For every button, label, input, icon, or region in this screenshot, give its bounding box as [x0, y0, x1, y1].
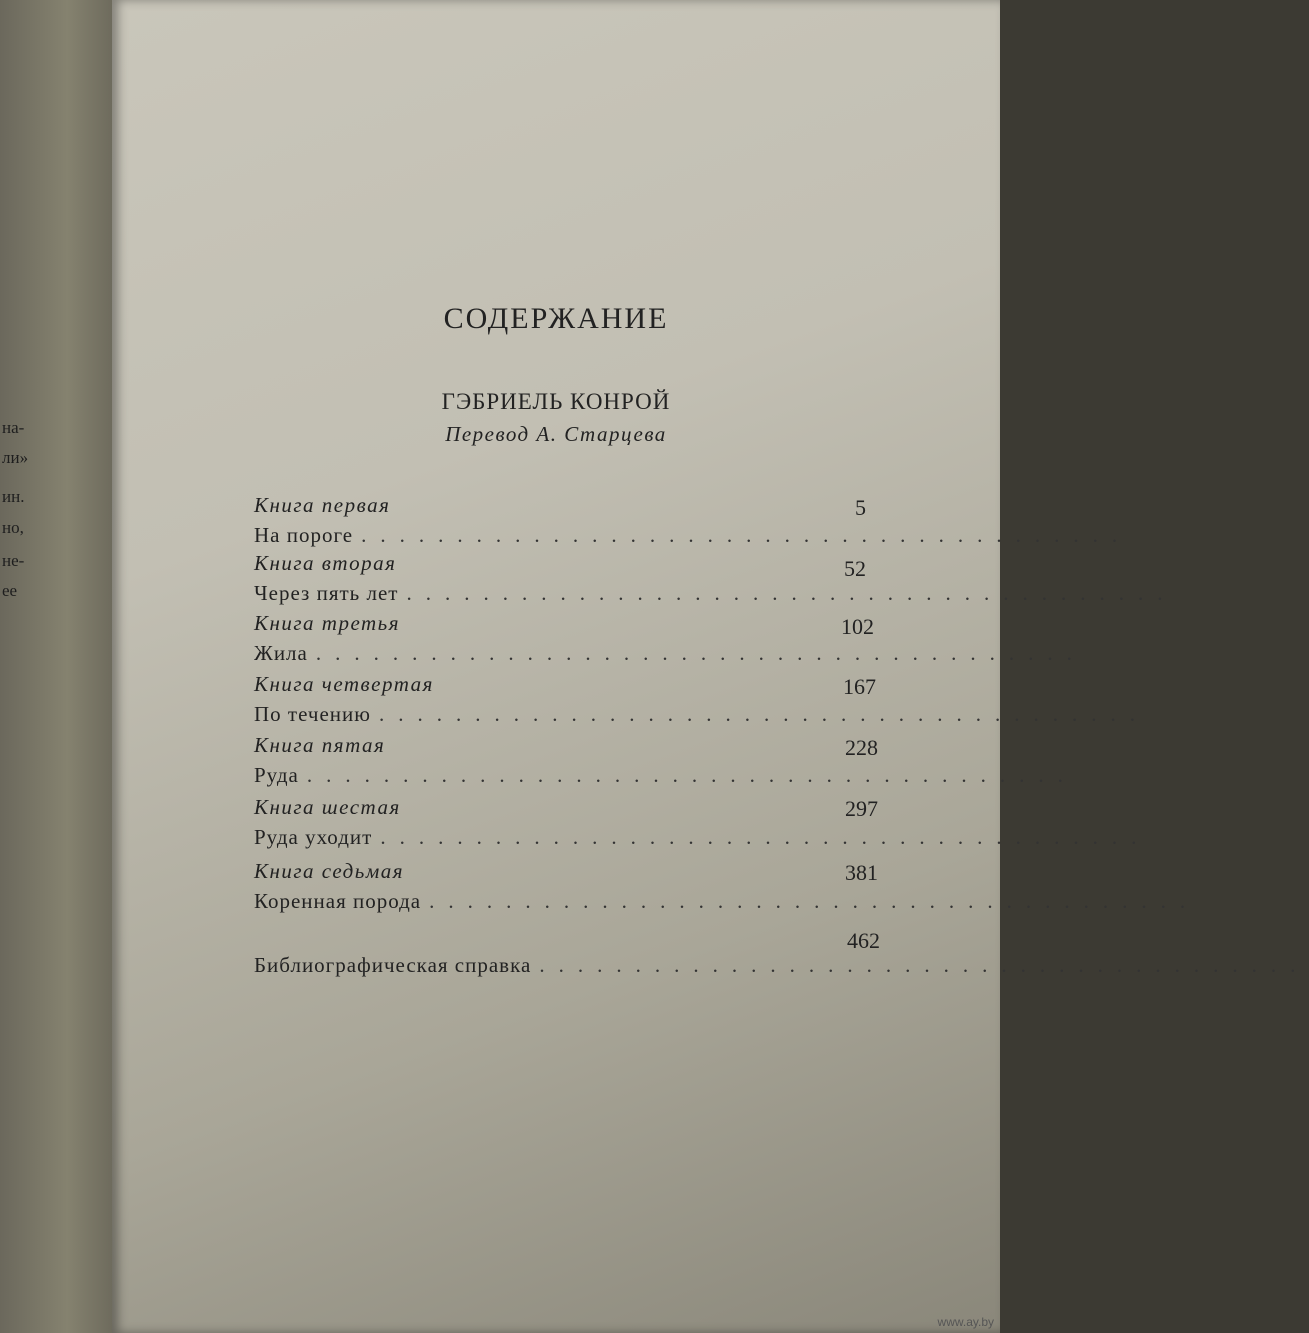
toc-page-number: 462 [847, 928, 880, 953]
toc-page-number: 167 [843, 674, 876, 699]
contents-page [112, 0, 1309, 1333]
watermark: www.ay.by [937, 1315, 994, 1329]
dot-leader: ........................................ [539, 953, 1309, 977]
left-page-edge [0, 0, 112, 1333]
toc-page-number: 297 [845, 796, 878, 821]
left-page-text-fragment: на- [2, 418, 25, 437]
translator-credit: Перевод А. Старцева [445, 422, 667, 446]
toc-book-label: Книга вторая [254, 551, 397, 575]
toc-entry [254, 490, 1132, 550]
toc-book-label: Книга четвертая [254, 672, 434, 696]
left-page-text-fragment: ее [2, 581, 18, 600]
toc-part-title: Руда уходит [254, 825, 373, 849]
toc-book-label: Книга первая [254, 493, 391, 517]
toc-part-title: По течению [254, 702, 371, 726]
dot-leader: ........................................ [429, 889, 1200, 913]
work-title: ГЭБРИЕЛЬ КОНРОЙ [441, 389, 671, 414]
left-page-text-fragment: ин. [2, 487, 25, 506]
toc-book-label: Книга третья [254, 611, 400, 635]
dot-leader: ........................................ [380, 825, 1151, 849]
toc-part-title: Через пять лет [254, 581, 399, 605]
toc-entry [254, 856, 1200, 916]
dot-leader: ........................................ [315, 641, 1086, 665]
toc-page-number: 381 [845, 860, 878, 885]
toc-page-number: 52 [844, 556, 866, 581]
toc-book-label: Книга пятая [254, 733, 386, 757]
toc-entry [254, 669, 1149, 729]
left-page-text-fragment: ли» [2, 448, 29, 467]
page-title: СОДЕРЖАНИЕ [443, 302, 669, 335]
dot-leader: ........................................ [361, 523, 1132, 547]
toc-entry [254, 792, 1151, 852]
toc-part-title: На пороге [254, 523, 354, 547]
toc-entry [254, 548, 1177, 608]
toc-page-number: 5 [855, 495, 866, 520]
toc-book-label: Книга шестая [254, 795, 401, 819]
toc-book-label: Книга седьмая [254, 859, 404, 883]
bibliography-label: Библиографическая справка [254, 953, 532, 977]
toc-part-title: Руда [254, 763, 299, 787]
left-page-text-fragment: не- [2, 551, 25, 570]
dot-leader: ........................................ [378, 702, 1149, 726]
toc-entry [254, 608, 1086, 668]
bibliography-entry [254, 926, 1309, 980]
toc-page-number: 228 [845, 735, 878, 760]
toc-entry [254, 730, 1077, 790]
dot-leader: ........................................ [406, 581, 1177, 605]
toc-part-title: Жила [254, 641, 308, 665]
dot-leader: ........................................ [306, 763, 1077, 787]
toc-page-number: 102 [841, 614, 874, 639]
left-page-text-fragment: но, [2, 518, 24, 537]
toc-part-title: Коренная порода [254, 889, 422, 913]
